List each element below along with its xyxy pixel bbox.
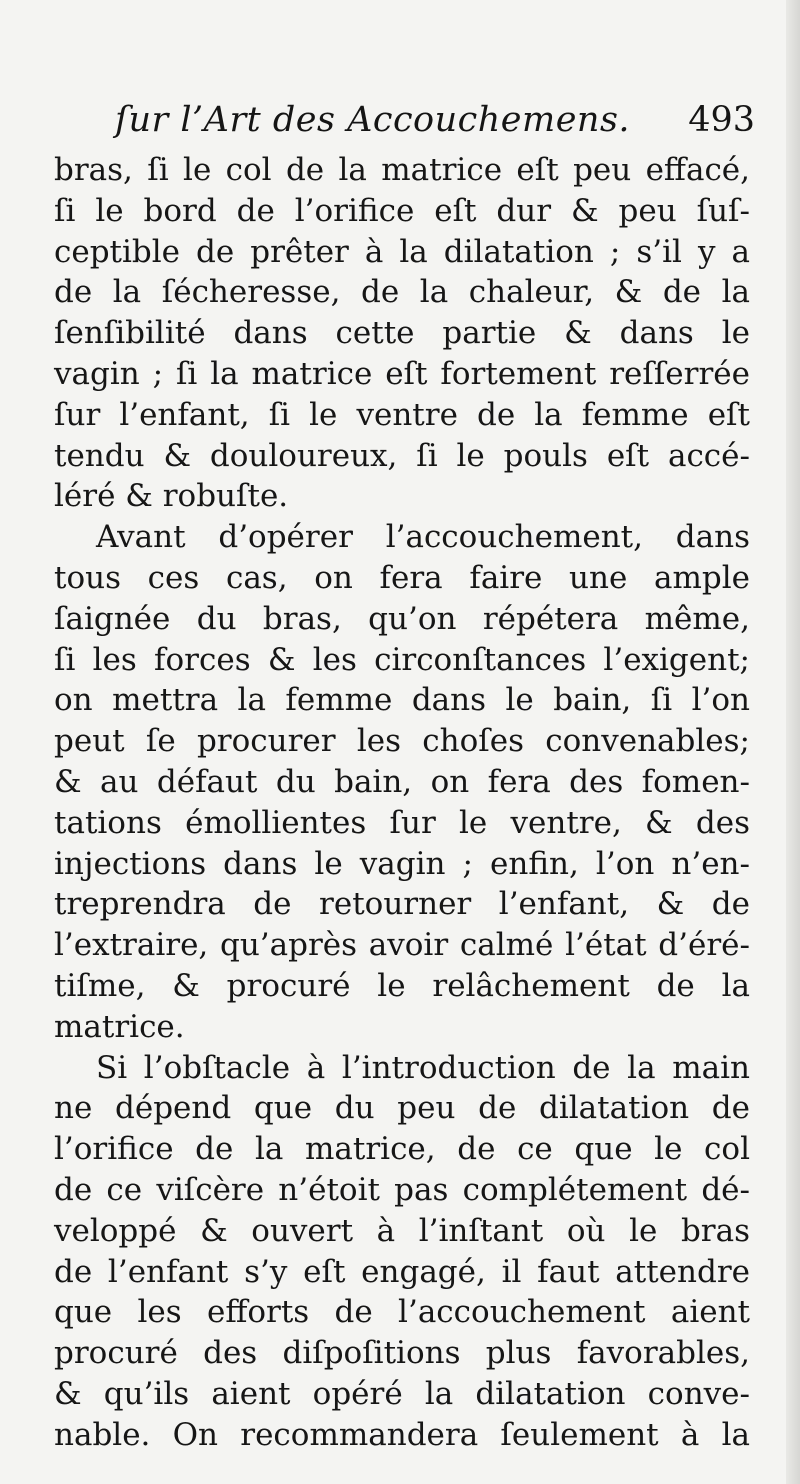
text-line: l’orifice de la matrice, de ce que le col (54, 1131, 750, 1168)
text-line: que les efforts de l’accouchement aient (54, 1294, 750, 1331)
text-line: procuré des diſpoſitions plus favorables, (54, 1335, 750, 1372)
body-text (54, 150, 750, 1456)
text-line: veloppé & ouvert à l’inſtant où le bras (54, 1212, 750, 1249)
text-line: ſi le bord de l’orifice eſt dur & peu ſuſ- (54, 192, 750, 229)
text-line: bras, ſi le col de la matrice eſt peu effacé, (54, 152, 750, 188)
text-line: tous ces cas, on fera faire une ample (54, 559, 750, 596)
running-title: ſur l’Art des Accouchemens. (115, 100, 631, 140)
text-line: peut ſe procurer les choſes convenables; (54, 723, 750, 760)
page-edge (786, 0, 800, 1484)
text-line: tiſme, & procuré le relâchement de la (54, 967, 750, 1004)
text-line: de l’enfant s’y eſt engagé, il faut attendre (54, 1253, 750, 1290)
text-line: nable. On recommandera ſeulement à la (54, 1416, 750, 1453)
text-line: & au défaut du bain, on fera des fomen- (54, 763, 750, 800)
text-line: l’extraire, qu’après avoir calmé l’état d’éré- (54, 927, 750, 964)
text-line: de ce viſcère n’étoit pas complétement dé- (54, 1171, 750, 1208)
text-line: matrice. (54, 1008, 185, 1045)
text-line: & qu’ils aient opéré la dilatation conve- (54, 1375, 750, 1412)
text-line: vagin ; ſi la matrice eſt fortement reſſerrée (54, 355, 750, 392)
text-line: on mettra la femme dans le bain, ſi l’on (54, 682, 750, 719)
text-line: ſaignée du bras, qu’on répétera même, (54, 600, 750, 637)
text-line: ſenſibilité dans cette partie & dans le (54, 315, 750, 352)
text-line: ſi les forces & les circonſtances l’exigent; (54, 641, 750, 678)
text-line: Si l’obſtacle à l’introduction de la main (96, 1049, 750, 1086)
text-line: de la ſécheresse, de la chaleur, & de la (54, 274, 750, 311)
text-line: tations émollientes ſur le ventre, & des (54, 804, 750, 841)
text-line: treprendra de retourner l’enfant, & de (54, 886, 750, 923)
text-line: injections dans le vagin ; enfin, l’on n’en- (54, 845, 750, 882)
text-line: ne dépend que du peu de dilatation de (54, 1090, 750, 1127)
page-header (115, 100, 755, 148)
text-line: ſur l’enfant, ſi le ventre de la femme eſt (54, 396, 750, 433)
text-line: ceptible de prêter à la dilatation ; s’il y a (54, 233, 750, 270)
text-line: Avant d’opérer l’accouchement, dans (96, 519, 750, 556)
text-line: tendu & douloureux, ſi le pouls eſt accé- (54, 437, 750, 474)
page-number: 493 (688, 100, 755, 140)
text-line: léré & robuſte. (54, 478, 289, 515)
